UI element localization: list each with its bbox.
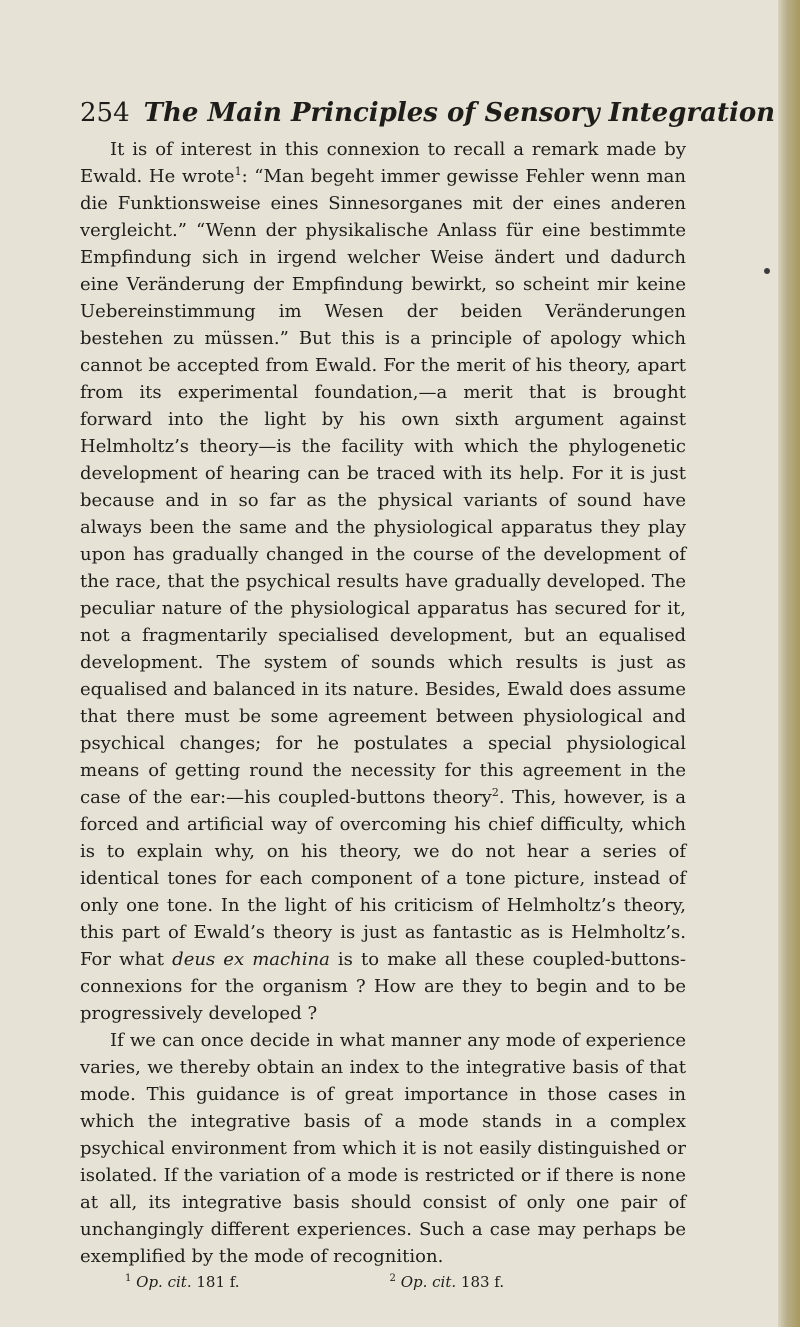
italic-phrase: deus ex machina <box>172 949 330 970</box>
page-number: 254 <box>80 98 130 128</box>
footnote-marker: 1 <box>125 1273 132 1284</box>
paragraph-1-text-c: . This, however, is a forced and artificial way of overcoming his chief difficulty, which is to explain why, on his theory, we do not hear a series of identical tones for each component of a tone picture, instead of only one tone. In the light of his criticism of Helmholtz’s theory, this part of Ewald’s theory is just as fantastic as is Helmholtz’s. For what <box>80 787 687 970</box>
footnote-cite: Op. cit. <box>136 1273 192 1291</box>
paragraph-1-text-a: It is of interest in this connexion to recall a remark made by Ewald. He wrote <box>80 139 686 187</box>
page-header <box>80 98 776 128</box>
book-page <box>70 98 776 1292</box>
footnote-cite: Op. cit. <box>400 1273 457 1291</box>
footnote-marker: 2 <box>389 1273 396 1284</box>
paragraph-1-text-d: is to make all these coupled-buttons-connexions for the organism ? How are they to begin and to be progressively developed ? <box>80 949 686 1024</box>
paragraph-2: If we can once decide in what manner any mode of experience varies, we thereby obtain an index to the integrative basis of that mode. This guidance is of great importance in those cases in which the integrative basis of a mode stands in a complex psychical environment from which it is not easily distinguished or isolated. If the variation of a mode is restricted or if there is none at all, its integrative basis should consist of only one pair of unchangingly different experiences. Such a case may perhaps be exemplified by the mode of recognition. <box>80 1030 686 1267</box>
running-title: The Main Principles of Sensory Integration <box>143 98 776 128</box>
footnote-1 <box>125 1272 240 1292</box>
footnote-page: 183 f. <box>456 1273 505 1291</box>
paragraph-1 <box>80 136 686 1027</box>
body-text <box>80 136 686 1270</box>
footnotes <box>125 1272 686 1292</box>
footnote-page: 181 f. <box>191 1273 240 1291</box>
page-speck <box>764 268 770 274</box>
footnote-2 <box>390 1272 505 1292</box>
footnote-ref-1: 1 <box>234 165 242 178</box>
paragraph-1-text-b: : “Man begeht immer gewisse Fehler wenn man die Funktionsweise eines Sinnesorganes mit der eines anderen vergleicht.” “Wenn der physikalische Anlass für eine bestimmte Empfindung sich in irgend welcher Weise ändert und dadurch eine Veränderung der Empfindung bewirkt, so scheint mir keine Uebereinstimmung im Wesen der beiden Veränderungen bestehen zu müssen.” But this is a principle of apology which cannot be accepted from Ewald. For the merit of his theory, apart from its experimental foundation,—a merit that is brought forward into the light by his own sixth argument against Helmholtz’s theory—is the facility with which the phylogenetic development of hearing can be traced with its help. For it is just because and in so far as the physical variants of sound have always been the same and the physiological apparatus they play upon has gradually changed in the course of the development of the race, that the psychical results have gradually developed. The peculiar nature of the physiological apparatus has secured for it, not a fragmentarily specialised development, but an equalised development. The system of sounds which results is just as equalised and balanced in its nature. Besides, Ewald does assume that there must be some agreement between physiological and psychical changes; for he postulates a special physiological means of getting round the necessity for this agreement in the case of the ear:—his coupled-buttons theory <box>80 166 686 808</box>
footnote-ref-2: 2 <box>491 786 499 799</box>
book-spine-edge <box>778 0 800 1327</box>
